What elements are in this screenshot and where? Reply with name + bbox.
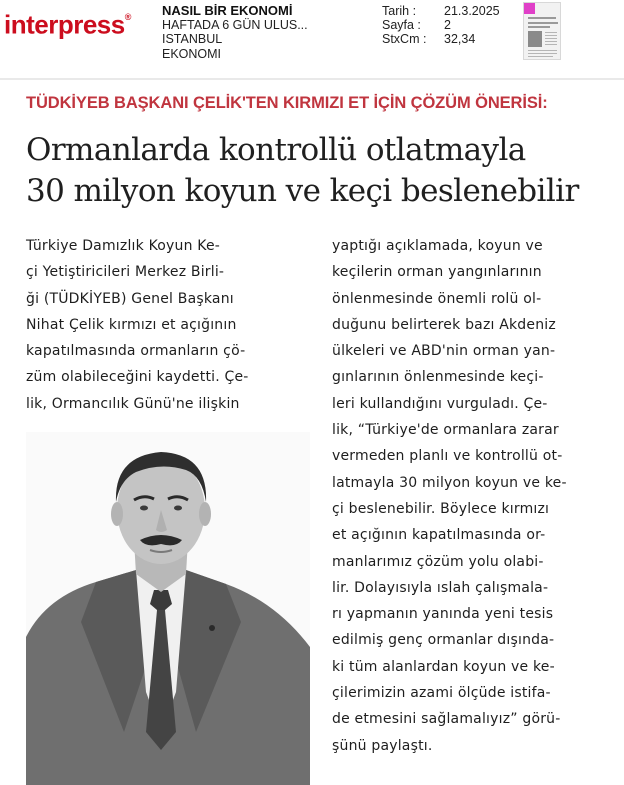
body-line: keçilerin orman yangınlarının xyxy=(332,264,542,281)
body-line: duğunu belirterek bazı Akdeniz xyxy=(332,316,556,333)
meta-stxcm-label: StxCm : xyxy=(382,32,427,47)
logo-text: interpress xyxy=(4,9,125,40)
meta-page-label: Sayfa : xyxy=(382,18,421,33)
body-line: vermeden planlı ve kontrollü ot- xyxy=(332,448,563,465)
thumbnail-text xyxy=(545,44,557,45)
meta-page-value: 2 xyxy=(444,18,451,33)
body-line: Türkiye Damızlık Koyun Ke- xyxy=(26,238,221,254)
right-eye xyxy=(174,506,182,511)
meta-page-row xyxy=(382,18,500,32)
lapel-pin xyxy=(209,625,215,631)
body-line: lik, “Türkiye'de ormanlara zarar xyxy=(332,422,559,439)
thumbnail-text xyxy=(545,35,557,36)
thumbnail-marker xyxy=(524,3,535,14)
thumbnail-text xyxy=(545,41,557,42)
body-line: edilmiş genç ormanlar dışında- xyxy=(332,632,555,649)
body-line: leri kullandığını vurguladı. Çe- xyxy=(332,395,548,412)
body-line: çi Yetiştiricileri Merkez Birli- xyxy=(26,264,225,281)
header-divider xyxy=(0,78,624,80)
meta-date-row xyxy=(382,4,500,18)
publication-category: EKONOMI xyxy=(162,46,222,61)
body-line: rı yapmanın yanında yeni tesis xyxy=(332,606,554,623)
body-line: şünü paylaştı. xyxy=(332,737,433,754)
publication-name: NASIL BİR EKONOMİ xyxy=(162,3,293,18)
meta-stxcm-row xyxy=(382,32,500,46)
publication-frequency: HAFTADA 6 GÜN ULUS... xyxy=(162,18,308,33)
body-line: Nihat Çelik kırmızı et açığının xyxy=(26,316,237,333)
body-line: manlarımız çözüm yolu olabi- xyxy=(332,553,544,570)
headline-line: Ormanlarda kontrollü otlatmayla xyxy=(26,132,526,168)
clipping-meta xyxy=(382,4,500,47)
headline-line: 30 milyon koyun ve keçi beslenebilir xyxy=(26,173,579,209)
publication-city: ISTANBUL xyxy=(162,32,223,47)
meta-date-value: 21.3.2025 xyxy=(444,4,500,18)
article-kicker: TÜDKİYEB BAŞKANI ÇELİK'TEN KIRMIZI ET İÇİN ÇÖZÜM ÖNERİSİ: xyxy=(26,94,548,112)
article-column-left xyxy=(26,233,308,417)
body-line: önlenmesinde önemli rolü ol- xyxy=(332,290,542,307)
registered-mark: ® xyxy=(124,12,131,22)
right-ear xyxy=(199,502,211,526)
body-line: latmayla 30 milyon koyun ve ke- xyxy=(332,474,567,491)
body-line: ki tüm alanlardan koyun ve ke- xyxy=(332,658,555,675)
body-line: lik, Ormancılık Günü'ne ilişkin xyxy=(26,395,240,412)
portrait-photo xyxy=(26,432,310,785)
publication-info xyxy=(162,4,308,61)
body-line: ği (TÜDKİYEB) Genel Başkanı xyxy=(26,290,234,307)
page-thumbnail[interactable] xyxy=(523,2,561,60)
portrait-illustration xyxy=(26,432,310,785)
body-line: ülkeleri ve ABD'nin orman yan- xyxy=(332,343,556,360)
thumbnail-line xyxy=(528,26,550,28)
thumbnail-text xyxy=(528,50,557,51)
meta-stxcm-value: 32,34 xyxy=(444,32,476,47)
left-eye xyxy=(140,506,148,511)
body-line: yaptığı açıklamada, koyun ve xyxy=(332,238,543,254)
body-line: et açığının kapatılmasında or- xyxy=(332,527,546,544)
thumbnail-text xyxy=(545,32,557,33)
article-column-right xyxy=(332,233,614,759)
body-line: de etmesini sağlamalıyız” görü- xyxy=(332,711,561,728)
left-ear xyxy=(111,502,123,526)
body-line: kapatılmasında ormanların çö- xyxy=(26,343,246,360)
body-line: züm olabileceğini kaydetti. Çe- xyxy=(26,369,249,386)
thumbnail-text xyxy=(545,38,557,39)
body-line: lir. Dolayısıyla ıslah çalışmala- xyxy=(332,579,549,596)
thumbnail-text xyxy=(528,56,553,57)
body-line: çilerimizin azami ölçüde istifa- xyxy=(332,685,551,702)
thumbnail-text xyxy=(528,53,557,54)
thumbnail-image xyxy=(528,31,542,47)
body-line: gınlarının önlenmesinde keçi- xyxy=(332,369,544,386)
meta-date-label: Tarih : xyxy=(382,4,417,18)
thumbnail-line xyxy=(528,22,558,24)
thumbnail-line xyxy=(528,17,556,19)
interpress-logo xyxy=(4,6,131,40)
body-line: çi beslenebilir. Böylece kırmızı xyxy=(332,500,550,517)
article-headline xyxy=(26,130,616,212)
